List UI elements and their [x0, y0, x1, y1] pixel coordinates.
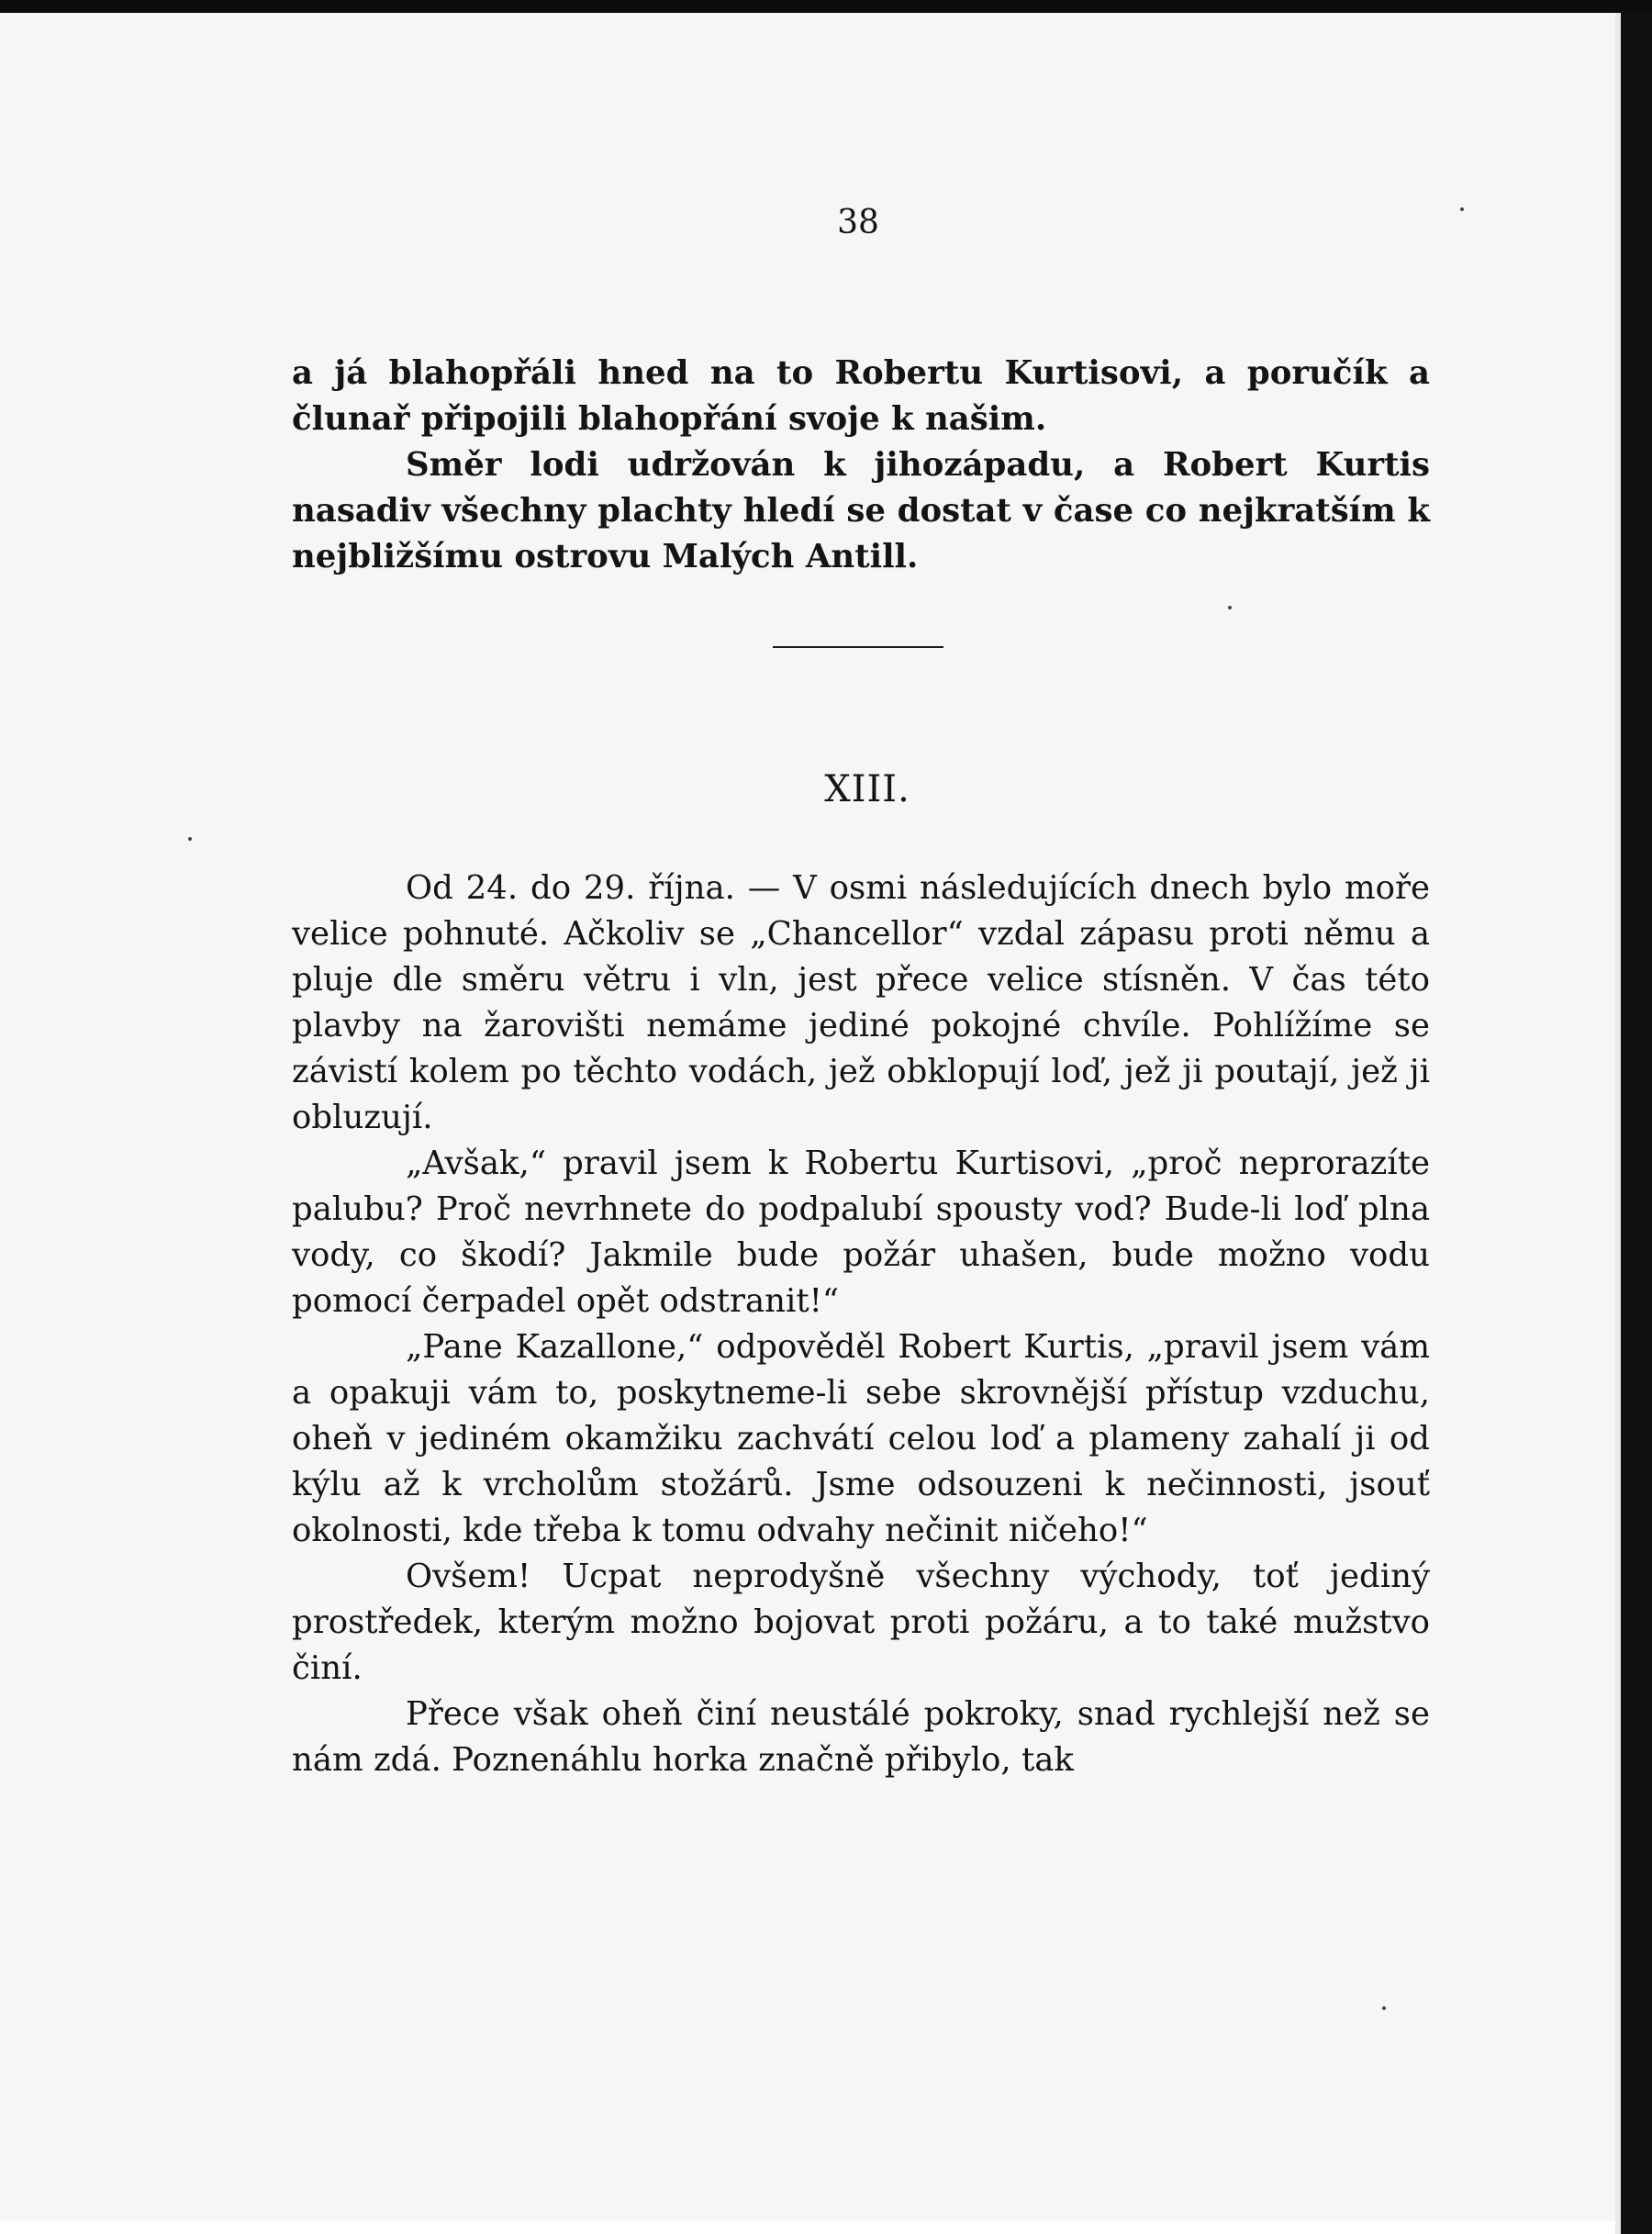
- paragraph: a já blahopřáli hned na to Robertu Kurtisovi, a poručík a člunař připojili blahopřání svoje k našim.: [292, 354, 1430, 438]
- paragraph: Ovšem! Ucpat neprodyšně všechny východy, toť jediný prostředek, kterým možno bojovat proti požáru, a to také mužstvo činí.: [292, 1558, 1430, 1687]
- scan-speck: [188, 837, 192, 841]
- chapter-heading: XIII.: [824, 768, 910, 810]
- opening-text: [292, 351, 1430, 580]
- paragraph: Přece však oheň činí neustálé pokroky, snad rychlejší než se nám zdá. Poznenáhlu horka značně přibylo, tak: [292, 1695, 1430, 1779]
- scan-border: [1621, 13, 1652, 2234]
- paragraph: „Pane Kazallone,“ odpověděl Robert Kurtis, „pravil jsem vám a opakuji vám to, poskytneme-li sebe skrovnější přístup vzduchu, oheň v jediném okamžiku zachvátí celou loď a plameny zahalí ji od kýlu až k vrcholům stožárů. Jsme odsouzeni k nečinnosti, jsouť okolnosti, kde třeba k tomu odvahy nečinit ničeho!“: [292, 1328, 1430, 1549]
- scan-speck: [1460, 207, 1464, 211]
- paragraph: „Avšak,“ pravil jsem k Robertu Kurtisovi, „proč neprorazíte palubu? Proč nevrhnete do podpalubí spousty vod? Bude-li loď plna vody, co škodí? Jakmile bude požár uhašen, bude možno vodu pomocí čerpadel opět odstranit!“: [292, 1145, 1430, 1320]
- paragraph: Od 24. do 29. října. — V osmi následujících dnech bylo moře velice pohnuté. Ačkoliv se „Chancellor“ vzdal zápasu proti němu a pluje dle směru větru i vln, jest přece velice stísněn. V čas této plavby na žarovišti nemáme jediné pokojné chvíle. Pohlížíme se závistí kolem po těchto vodách, jež obklopují loď, jež ji poutají, jež ji obluzují.: [292, 869, 1430, 1136]
- page-number: 38: [837, 204, 879, 241]
- section-divider: [773, 646, 943, 648]
- paragraph: Směr lodi udržován k jihozápadu, a Robert Kurtis nasadiv všechny plachty hledí se dostat v čase co nejkratším k nejbližšímu ostrovu Malých Antill.: [292, 446, 1430, 575]
- chapter-text: [292, 866, 1430, 1783]
- scan-speck: [1382, 2006, 1386, 2010]
- scan-speck: [1228, 606, 1232, 609]
